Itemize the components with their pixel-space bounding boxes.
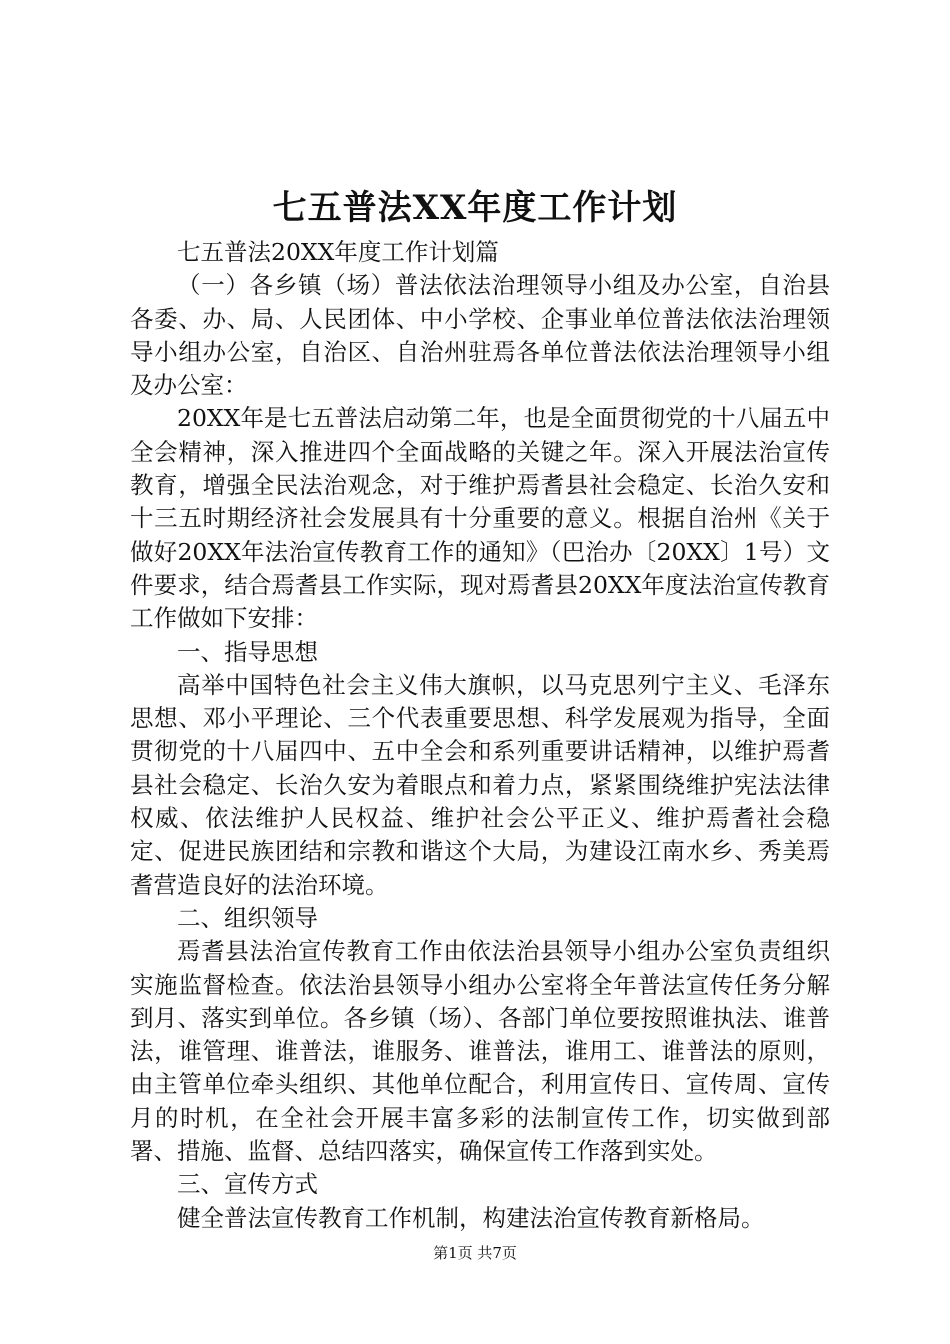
section-heading: 二、组织领导: [177, 903, 318, 932]
page-indicator: 第1页 共7页: [433, 1244, 517, 1262]
section-heading: 三、宣传方式: [177, 1170, 318, 1199]
document-body: [130, 236, 830, 1235]
body-paragraph: 健全普法宣传教育工作机制，构建法治宣传教育新格局。: [177, 1203, 765, 1232]
body-paragraph: （一）各乡镇（场）普法依法治理领导小组及办公室，自治县各委、办、局、人民团体、中小学校、企事业单位普法依法治理领导小组办公室，自治区、自治州驻焉各单位普法依法治理领导小组及办公室：: [130, 271, 830, 400]
body-paragraph: 焉耆县法治宣传教育工作由依法治县领导小组办公室负责组织实施监督检查。依法治县领导小组办公室将全年普法宣传任务分解到月、落实到单位。各乡镇（场）、各部门单位要按照谁执法、谁普法，谁管理、谁普法，谁服务、谁普法，谁用工、谁普法的原则，由主管单位牵头组织、其他单位配合，利用宣传日、宣传周、宣传月的时机，在全社会开展丰富多彩的法制宣传工作，切实做到部署、措施、监督、总结四落实，确保宣传工作落到实处。: [130, 937, 830, 1166]
section-subtitle: 七五普法20XX年度工作计划篇: [177, 238, 499, 266]
body-paragraph: 高举中国特色社会主义伟大旗帜，以马克思列宁主义、毛泽东思想、邓小平理论、三个代表重要思想、科学发展观为指导，全面贯彻党的十八届四中、五中全会和系列重要讲话精神，以维护焉耆县社会稳定、长治久安为着眼点和着力点，紧紧围绕维护宪法法律权威、依法维护人民权益、维护社会公平正义、维护焉耆社会稳定、促进民族团结和宗教和谐这个大局，为建设江南水乡、秀美焉耆营造良好的法治环境。: [130, 670, 830, 899]
body-paragraph: 20XX年是七五普法启动第二年，也是全面贯彻党的十八届五中全会精神，深入推进四个全面战略的关键之年。深入开展法治宣传教育，增强全民法治观念，对于维护焉耆县社会稳定、长治久安和十三五时期经济社会发展具有十分重要的意义。根据自治州《关于做好20XX年法治宣传教育工作的通知》（巴治办〔20XX〕1号）文件要求，结合焉耆县工作实际，现对焉耆县20XX年度法治宣传教育工作做如下安排：: [130, 404, 830, 633]
section-heading: 一、指导思想: [177, 637, 318, 666]
document-title: 七五普法XX年度工作计划: [272, 188, 678, 228]
